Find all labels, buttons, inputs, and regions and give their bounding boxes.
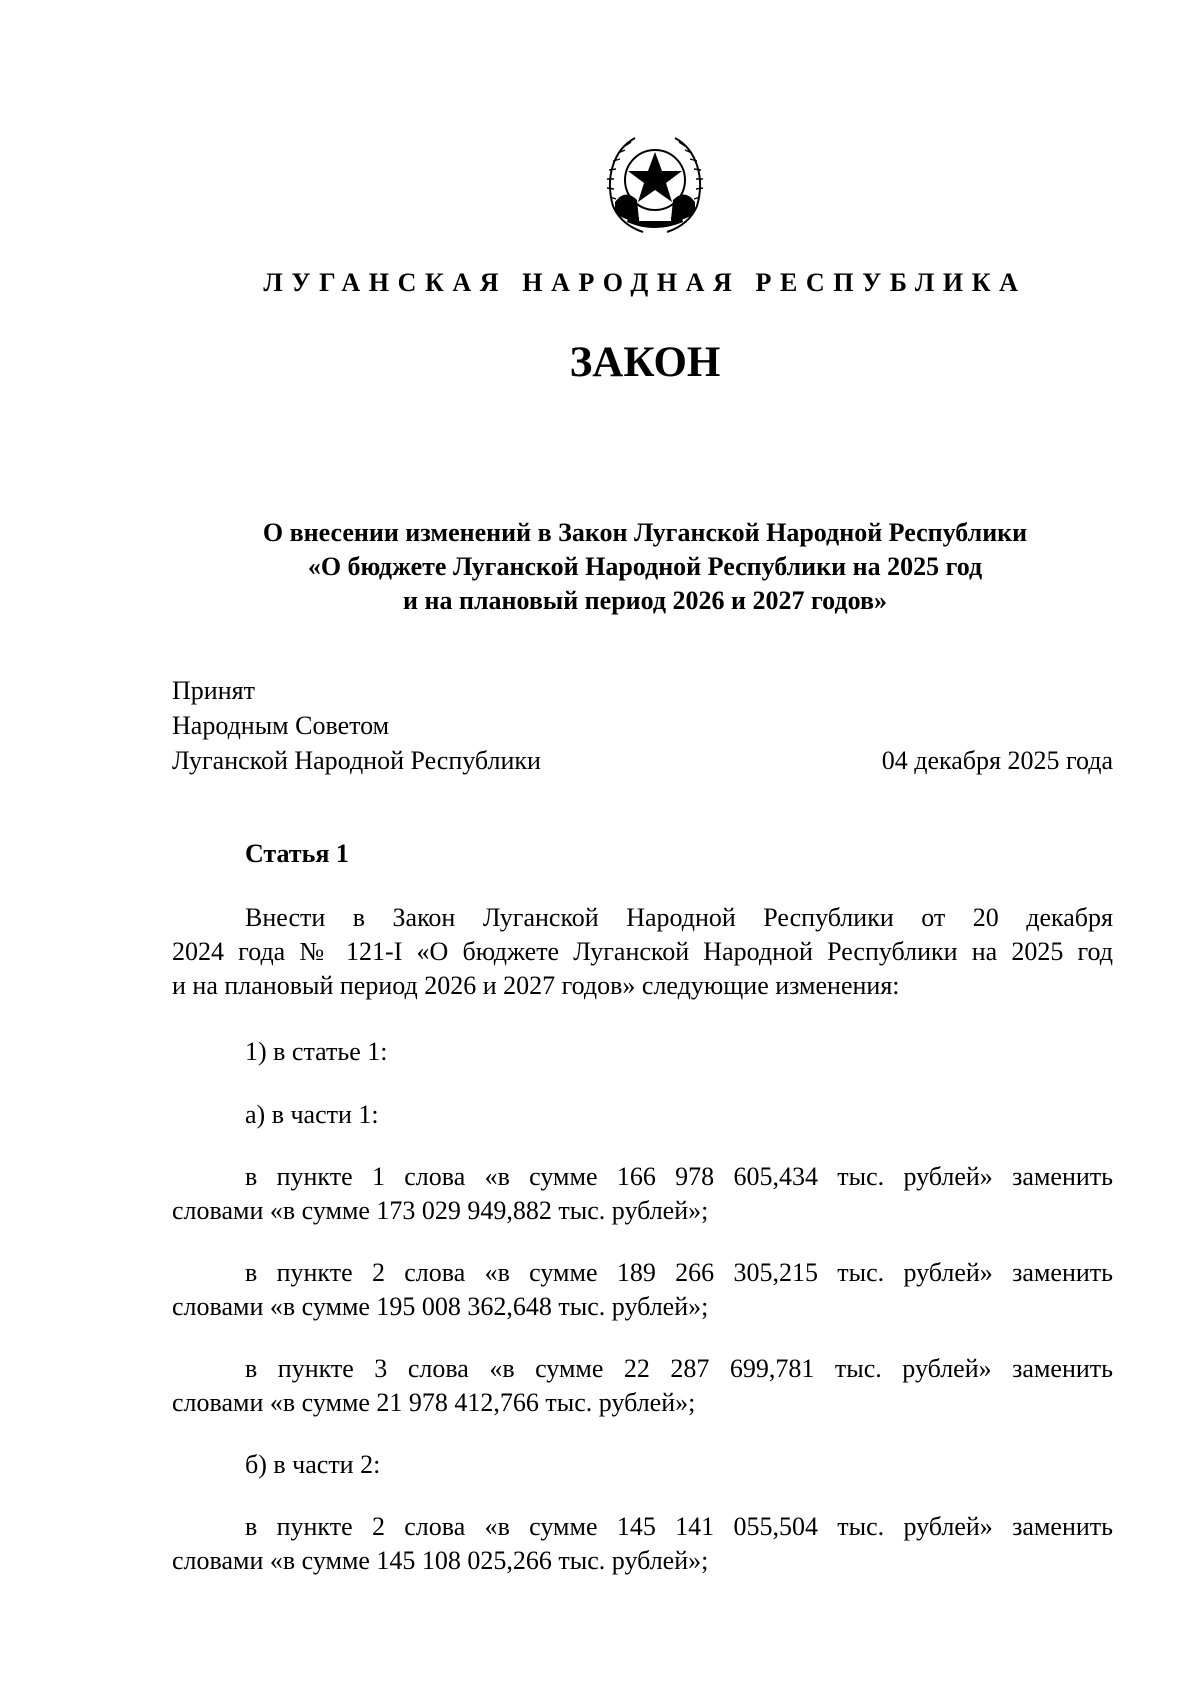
coat-of-arms-emblem bbox=[595, 128, 715, 238]
article-title: Статья 1 bbox=[245, 839, 349, 868]
paragraph-line: в пункте 2 слова «в сумме 145 141 055,504 тыс. рублей» заменить bbox=[245, 1512, 1113, 1541]
sub-item-b: б) в части 2: bbox=[245, 1450, 381, 1479]
paragraph-line: Внести в Закон Луганской Народной Республики от 20 декабря bbox=[245, 903, 1113, 932]
paragraph-line: и на плановый период 2026 и 2027 годов» следующие изменения: bbox=[172, 971, 900, 1000]
document-type-title: ЗАКОН bbox=[569, 339, 721, 386]
paragraph-line: в пункте 2 слова «в сумме 189 266 305,215 тыс. рублей» заменить bbox=[245, 1258, 1113, 1287]
adoption-line: Луганской Народной Республики bbox=[172, 746, 541, 775]
paragraph-line: в пункте 1 слова «в сумме 166 978 605,434 тыс. рублей» заменить bbox=[245, 1162, 1113, 1191]
adoption-line: Принят bbox=[172, 676, 255, 705]
sub-a-point-2-paragraph bbox=[172, 1256, 1113, 1324]
subject-line: и на плановый период 2026 и 2027 годов» bbox=[403, 586, 887, 615]
paragraph-line: словами «в сумме 21 978 412,766 тыс. рублей»; bbox=[172, 1388, 696, 1417]
republic-name: ЛУГАНСКАЯ НАРОДНАЯ РЕСПУБЛИКА bbox=[263, 268, 1027, 297]
article-intro-paragraph bbox=[172, 901, 1113, 1003]
subject-line: «О бюджете Луганской Народной Республики на 2025 год bbox=[307, 552, 983, 581]
adoption-line: Народным Советом bbox=[172, 711, 390, 740]
adoption-block bbox=[172, 673, 541, 778]
paragraph-line: в пункте 3 слова «в сумме 22 287 699,781 тыс. рублей» заменить bbox=[245, 1354, 1113, 1383]
paragraph-line: словами «в сумме 195 008 362,648 тыс. рублей»; bbox=[172, 1292, 709, 1321]
paragraph-line: словами «в сумме 173 029 949,882 тыс. рублей»; bbox=[172, 1196, 709, 1225]
law-subject-title bbox=[172, 516, 1118, 618]
paragraph-line: 2024 года № 121-I «О бюджете Луганской Народной Республики на 2025 год bbox=[172, 937, 1113, 966]
sub-a-point-1-paragraph bbox=[172, 1160, 1113, 1228]
adoption-date: 04 декабря 2025 года bbox=[881, 746, 1113, 775]
sub-b-point-2-paragraph bbox=[172, 1510, 1113, 1578]
sub-item-a: а) в части 1: bbox=[245, 1100, 379, 1129]
item-1: 1) в статье 1: bbox=[245, 1037, 388, 1066]
subject-line: О внесении изменений в Закон Луганской Народной Республики bbox=[262, 518, 1028, 547]
paragraph-line: словами «в сумме 145 108 025,266 тыс. рублей»; bbox=[172, 1546, 709, 1575]
sub-a-point-3-paragraph bbox=[172, 1352, 1113, 1420]
